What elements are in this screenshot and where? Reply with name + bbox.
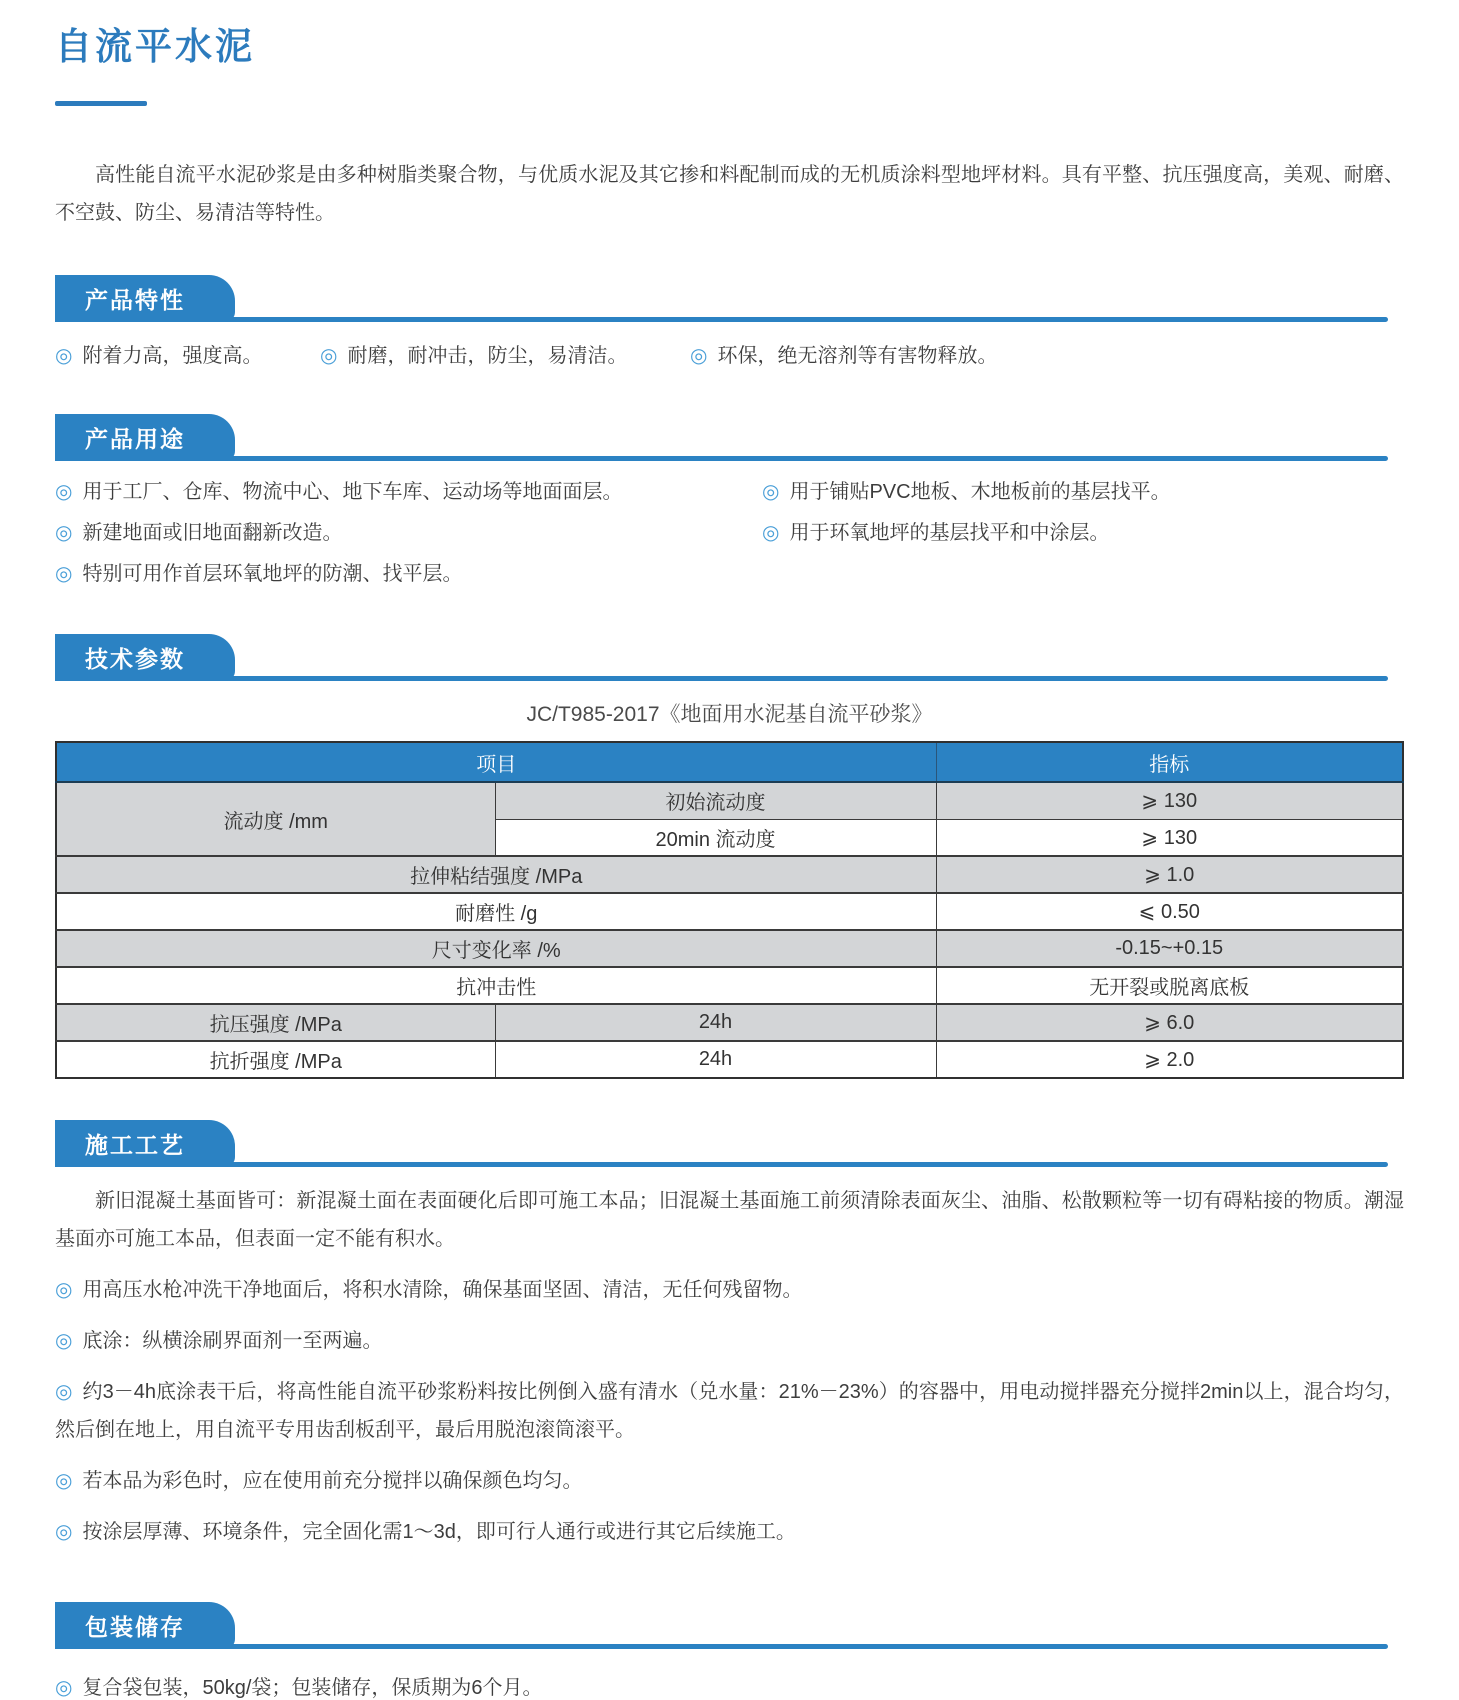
section-heading-process: 施工工艺 [55,1120,235,1167]
section-rule [55,676,1388,681]
packaging-item [55,1671,1404,1700]
table-cell: 24h [495,1041,936,1078]
bullseye-icon: ◎ [55,1521,73,1543]
section-packaging [55,1602,1404,1700]
process-step [55,1462,1404,1500]
table-cell: ⩾ 1.0 [936,856,1403,893]
section-rule [55,1644,1388,1649]
table-row [56,1004,1403,1041]
table-cell: ⩾ 130 [936,819,1403,856]
feature-text: 附着力高，强度高。 [82,345,263,367]
process-step [55,1271,1404,1309]
uses-list [55,480,1404,587]
process-step-text: 底涂：纵横涂刷界面剂一至两遍。 [82,1330,383,1352]
page-title: 自流平水泥 [55,26,255,67]
use-text: 用于工厂、仓库、物流中心、地下车库、运动场等地面面层。 [82,481,623,503]
table-cell: 拉伸粘结强度 /MPa [56,856,936,893]
table-cell: 20min 流动度 [495,819,936,856]
bullseye-icon: ◎ [55,1279,73,1301]
use-text: 用于环氧地坪的基层找平和中涂层。 [789,522,1110,544]
table-row [56,1041,1403,1078]
section-header-packaging [55,1602,1404,1649]
tech-table [55,741,1404,1079]
table-header-row [56,742,1403,782]
section-heading-packaging: 包装储存 [55,1602,235,1649]
process-step-text: 约3－4h底涂表干后，将高性能自流平砂浆粉料按比例倒入盛有清水（兑水量：21%－23%）的容器中，用电动搅拌器充分搅拌2min以上，混合均匀，然后倒在地上，用自流平专用齿刮板刮平，最后用脱泡滚筒滚平。 [55,1381,1405,1441]
bullseye-icon: ◎ [55,1381,73,1403]
title-underline [55,101,147,106]
section-rule [55,317,1388,322]
table-cell: ⩾ 2.0 [936,1041,1403,1078]
table-cell: 初始流动度 [495,782,936,819]
feature-item [55,339,320,368]
process-step-text: 用高压水枪冲洗干净地面后，将积水清除，确保基面坚固、清洁，无任何残留物。 [82,1279,803,1301]
table-row [56,930,1403,967]
section-rule [55,1162,1388,1167]
table-cell: 抗冲击性 [56,967,936,1004]
use-text: 用于铺贴PVC地板、木地板前的基层找平。 [789,481,1171,503]
section-uses [55,414,1404,587]
bullseye-icon: ◎ [55,1677,73,1699]
table-cell: 24h [495,1004,936,1041]
section-rule [55,456,1388,461]
table-row [56,856,1403,893]
section-process [55,1120,1404,1551]
section-header-uses [55,414,1404,461]
process-step [55,1513,1404,1551]
section-header-tech [55,634,1404,681]
section-header-features [55,275,1404,322]
bullseye-icon: ◎ [320,345,338,367]
section-tech [55,634,1404,1079]
uses-column-right [762,480,1404,587]
process-step-text: 若本品为彩色时，应在使用前充分搅拌以确保颜色均匀。 [82,1470,583,1492]
section-heading-features: 产品特性 [55,275,235,322]
bullseye-icon: ◎ [762,481,780,503]
use-item [762,521,1404,546]
bullseye-icon: ◎ [690,345,708,367]
table-cell: 抗折强度 /MPa [56,1041,495,1078]
table-row [56,967,1403,1004]
intro-paragraph: 高性能自流平水泥砂浆是由多种树脂类聚合物，与优质水泥及其它掺和料配制而成的无机质涂料型地坪材料。具有平整、抗压强度高，美观、耐磨、不空鼓、防尘、易清洁等特性。 [55,164,1404,224]
bullseye-icon: ◎ [55,1330,73,1352]
feature-item [690,339,997,368]
table-cell: 无开裂或脱离底板 [936,967,1403,1004]
section-heading-tech: 技术参数 [55,634,235,681]
standard-caption: JC/T985-2017《地面用水泥基自流平砂浆》 [526,703,933,726]
feature-text: 耐磨，耐冲击，防尘，易清洁。 [347,345,628,367]
feature-item [320,339,690,368]
table-row [56,893,1403,930]
table-row [56,782,1403,819]
process-step [55,1373,1404,1449]
table-header-index: 指标 [936,742,1403,782]
use-text: 特别可用作首层环氧地坪的防潮、找平层。 [82,563,463,585]
table-cell: 耐磨性 /g [56,893,936,930]
use-item [55,521,762,546]
use-item [55,480,762,505]
use-item [762,480,1404,505]
bullseye-icon: ◎ [55,563,73,585]
bullseye-icon: ◎ [55,345,73,367]
bullseye-icon: ◎ [762,522,780,544]
process-intro: 新旧混凝土基面皆可：新混凝土面在表面硬化后即可施工本品；旧混凝土基面施工前须清除表面灰尘、油脂、松散颗粒等一切有碍粘接的物质。潮湿基面亦可施工本品，但表面一定不能有积水。 [55,1190,1404,1250]
features-list [55,339,1404,368]
table-cell: -0.15~+0.15 [936,930,1403,967]
table-cell: ⩾ 6.0 [936,1004,1403,1041]
use-item [55,562,762,587]
process-step-text: 按涂层厚薄、环境条件，完全固化需1～3d，即可行人通行或进行其它后续施工。 [82,1521,796,1543]
section-features [55,275,1404,368]
table-header-item: 项目 [56,742,936,782]
bullseye-icon: ◎ [55,522,73,544]
section-header-process [55,1120,1404,1167]
use-text: 新建地面或旧地面翻新改造。 [82,522,343,544]
bullseye-icon: ◎ [55,1470,73,1492]
table-cell: ⩽ 0.50 [936,893,1403,930]
process-step [55,1322,1404,1360]
table-cell: 尺寸变化率 /% [56,930,936,967]
bullseye-icon: ◎ [55,481,73,503]
uses-column-left [55,480,762,587]
packaging-text: 复合袋包装，50kg/袋；包装储存，保质期为6个月。 [82,1677,543,1699]
feature-text: 环保，绝无溶剂等有害物释放。 [717,345,998,367]
table-cell: 流动度 /mm [56,782,495,856]
table-cell: ⩾ 130 [936,782,1403,819]
table-cell: 抗压强度 /MPa [56,1004,495,1041]
section-heading-uses: 产品用途 [55,414,235,461]
